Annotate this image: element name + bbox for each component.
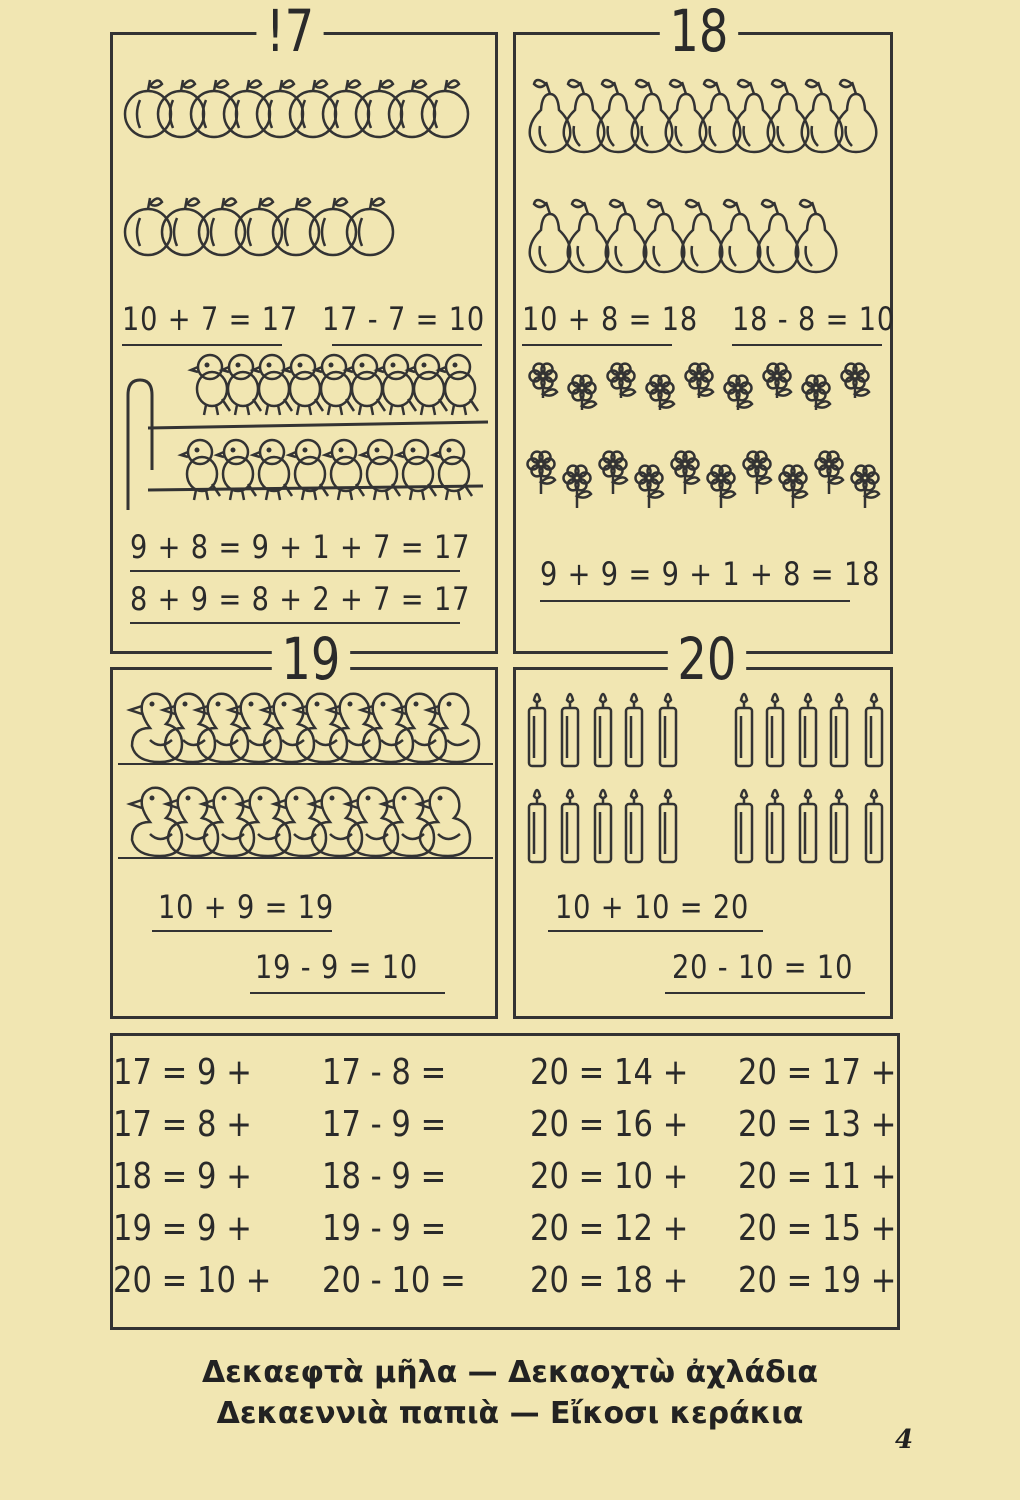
underline: [665, 992, 865, 994]
apple-row-2: [118, 198, 418, 278]
duck-row-2: [118, 782, 493, 862]
candle-icon: [660, 790, 676, 862]
caption-line-2: Δεκαεννιὰ παπιὰ — Εἴκοσι κεράκια: [216, 1396, 804, 1431]
candle-icon: [767, 790, 783, 862]
apple-icon: [125, 198, 171, 255]
candle-icon: [529, 694, 545, 766]
flower-icon: [725, 376, 753, 410]
underline: [250, 992, 445, 994]
pear-icon: [530, 80, 571, 152]
drill-item: 18 = 9 +: [113, 1156, 252, 1197]
flower-icon: [608, 364, 636, 398]
candle-icon: [626, 694, 642, 766]
candle-icon: [562, 790, 578, 862]
bird-icon: [191, 355, 230, 415]
pear-icon: [700, 80, 741, 152]
flower-icon: [686, 364, 714, 398]
pear-icon: [598, 80, 639, 152]
bird-icon: [397, 440, 436, 500]
drill-item: 20 = 10 +: [530, 1156, 689, 1197]
pear-icon: [530, 200, 571, 272]
candle-icon: [529, 790, 545, 862]
p17-equation-add: 10 + 7 = 17: [122, 300, 299, 338]
pear-icon: [734, 80, 775, 152]
drill-item: 17 - 9 =: [322, 1104, 447, 1145]
pear-icon: [836, 80, 877, 152]
candle-icon: [767, 694, 783, 766]
candle-icon: [736, 790, 752, 862]
drill-item: 19 = 9 +: [113, 1208, 252, 1249]
pear-icon: [568, 200, 609, 272]
candle-icon: [800, 790, 816, 862]
pear-icon: [644, 200, 685, 272]
drill-item: 20 = 17 +: [738, 1052, 897, 1093]
drill-item: 20 = 11 +: [738, 1156, 897, 1197]
flower-icon: [600, 452, 628, 494]
candle-icon: [595, 790, 611, 862]
pear-icon: [666, 80, 707, 152]
underline: [548, 930, 763, 932]
bird-icon: [433, 440, 472, 500]
drill-item: 17 = 9 +: [113, 1052, 252, 1093]
drill-item: 20 = 15 +: [738, 1208, 897, 1249]
bird-icon: [325, 440, 364, 500]
candle-icon: [626, 790, 642, 862]
drill-item: 20 = 13 +: [738, 1104, 897, 1145]
flower-row-2: [525, 450, 875, 540]
p18-equation-sub: 18 - 8 = 10: [732, 300, 896, 338]
candle-icon: [736, 694, 752, 766]
panel-19-title: 19: [272, 630, 350, 688]
flower-icon: [744, 452, 772, 494]
flower-icon: [803, 376, 831, 410]
apple-row-1: [118, 80, 488, 160]
panel-17-title: !7: [256, 2, 323, 60]
bird-icon: [253, 440, 292, 500]
p20-equation-sub: 20 - 10 = 10: [672, 948, 854, 986]
candle-icon: [562, 694, 578, 766]
underline: [732, 344, 882, 346]
apple-icon: [347, 198, 393, 255]
flower-icon: [842, 364, 870, 398]
drill-item: 20 = 10 +: [113, 1260, 272, 1301]
candle-icon: [866, 790, 882, 862]
flower-icon: [780, 466, 808, 508]
pear-icon: [796, 200, 837, 272]
candle-icon: [831, 790, 847, 862]
flower-icon: [647, 376, 675, 410]
underline: [152, 930, 332, 932]
duck-icon: [130, 788, 182, 856]
pear-icon: [606, 200, 647, 272]
apple-icon: [273, 198, 319, 255]
page-number: 4: [895, 1425, 914, 1455]
underline: [122, 344, 282, 346]
p18-equation-add: 10 + 8 = 18: [522, 300, 699, 338]
drill-item: 20 = 14 +: [530, 1052, 689, 1093]
panel-18-title: 18: [660, 2, 738, 60]
apple-icon: [236, 198, 282, 255]
pear-icon: [682, 200, 723, 272]
flower-icon: [569, 376, 597, 410]
flower-icon: [564, 466, 592, 508]
underline: [130, 622, 460, 624]
drill-item: 19 - 9 =: [322, 1208, 447, 1249]
flower-icon: [528, 452, 556, 494]
panel-20-title: 20: [668, 630, 746, 688]
drill-item: 20 = 18 +: [530, 1260, 689, 1301]
bird-icon: [289, 440, 328, 500]
pear-icon: [720, 200, 761, 272]
bird-icon: [361, 440, 400, 500]
flower-icon: [636, 466, 664, 508]
flower-icon: [530, 364, 558, 398]
flower-row-1: [525, 362, 875, 442]
pear-icon: [758, 200, 799, 272]
flower-icon: [764, 364, 792, 398]
apple-icon: [162, 198, 208, 255]
candle-icon: [660, 694, 676, 766]
flower-icon: [816, 452, 844, 494]
drill-item: 18 - 9 =: [322, 1156, 447, 1197]
p17-equation-decomp-1: 9 + 8 = 9 + 1 + 7 = 17: [130, 528, 471, 566]
pear-icon: [802, 80, 843, 152]
drill-item: 17 - 8 =: [322, 1052, 447, 1093]
pear-row-2: [520, 196, 850, 281]
pear-icon: [768, 80, 809, 152]
p19-equation-sub: 19 - 9 = 10: [255, 948, 419, 986]
drill-item: 20 = 19 +: [738, 1260, 897, 1301]
underline: [130, 570, 460, 572]
p19-equation-add: 10 + 9 = 19: [158, 888, 335, 926]
underline: [540, 600, 850, 602]
underline: [332, 344, 482, 346]
candle-icon: [831, 694, 847, 766]
duck-row-1: [118, 688, 493, 768]
flower-icon: [852, 466, 880, 508]
drill-item: 20 = 16 +: [530, 1104, 689, 1145]
drill-item: 17 = 8 +: [113, 1104, 252, 1145]
drill-item: 20 - 10 =: [322, 1260, 466, 1301]
pear-icon: [564, 80, 605, 152]
pear-row-1: [520, 76, 885, 161]
p17-equation-sub: 17 - 7 = 10: [322, 300, 486, 338]
candle-row-1: [522, 686, 887, 776]
p17-equation-decomp-2: 8 + 9 = 8 + 2 + 7 = 17: [130, 580, 471, 618]
candle-icon: [800, 694, 816, 766]
bird-branch-scene: [118, 350, 493, 525]
candle-icon: [866, 694, 882, 766]
apple-icon: [310, 198, 356, 255]
candle-icon: [595, 694, 611, 766]
underline: [522, 344, 672, 346]
p18-equation-decomp: 9 + 9 = 9 + 1 + 8 = 18: [540, 555, 881, 593]
drill-item: 20 = 12 +: [530, 1208, 689, 1249]
pear-icon: [632, 80, 673, 152]
p20-equation-add: 10 + 10 = 20: [555, 888, 750, 926]
bird-icon: [217, 440, 256, 500]
apple-icon: [199, 198, 245, 255]
caption-line-1: Δεκαεφτὰ μῆλα — Δεκαοχτὼ ἀχλάδια: [201, 1355, 819, 1390]
flower-icon: [672, 452, 700, 494]
flower-icon: [708, 466, 736, 508]
candle-row-2: [522, 782, 887, 872]
